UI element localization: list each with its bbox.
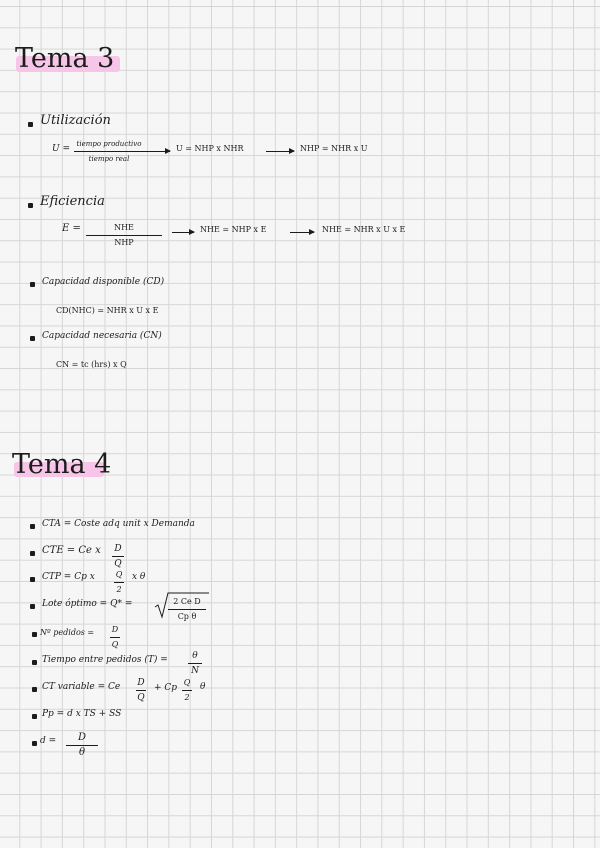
bullet bbox=[28, 203, 33, 208]
cte-fraction: D Q bbox=[112, 543, 124, 570]
pedidos-fraction: D Q bbox=[111, 625, 119, 649]
arrow bbox=[172, 232, 194, 233]
bullet bbox=[28, 122, 33, 127]
ctp-rhs: x θ bbox=[132, 572, 146, 582]
ctp-lhs: CTP = Cp x bbox=[42, 572, 95, 582]
utilizacion-heading: Utilización bbox=[40, 113, 111, 128]
eficiencia-heading: Eficiencia bbox=[40, 194, 105, 209]
bullet bbox=[32, 687, 37, 692]
eficiencia-formula-2: NHE = NHP x E bbox=[200, 225, 267, 234]
ctvar-fraction-1: D Q bbox=[137, 678, 145, 703]
capacidad-disponible-formula: CD(NHC) = NHR x U x E bbox=[56, 306, 159, 315]
tiempo-fraction: θ N bbox=[188, 650, 202, 677]
eficiencia-fraction bbox=[86, 222, 162, 249]
ctvar-rhs: θ bbox=[200, 682, 206, 692]
bullet bbox=[32, 632, 37, 637]
arrow bbox=[140, 151, 170, 152]
tema3-title: Tema 3 bbox=[15, 43, 115, 74]
eficiencia-num: NHE bbox=[114, 223, 134, 232]
utilizacion-formula-2: U = NHP x NHR bbox=[176, 144, 244, 153]
bullet bbox=[32, 714, 37, 719]
arrow bbox=[266, 151, 294, 152]
bullet bbox=[30, 524, 35, 529]
pedidos-lhs: Nº pedidos = bbox=[40, 628, 95, 637]
lote-fraction: 2 Ce D Cp θ bbox=[168, 596, 206, 623]
ctp-fraction: Q 2 bbox=[115, 570, 123, 594]
pp-formula: Pp = d x TS + SS bbox=[42, 709, 122, 719]
bullet bbox=[30, 604, 35, 609]
capacidad-necesaria-heading: Capacidad necesaria (CN) bbox=[42, 331, 162, 341]
cte-lhs: CTE = Ce x bbox=[42, 545, 101, 556]
utilizacion-num: tiempo productivo bbox=[76, 140, 142, 148]
ctvar-mid: + Cp bbox=[154, 683, 178, 693]
bullet bbox=[30, 282, 35, 287]
utilizacion-formula-3: NHP = NHR x U bbox=[300, 144, 368, 153]
arrow bbox=[290, 232, 314, 233]
bullet bbox=[30, 336, 35, 341]
utilizacion-fraction bbox=[74, 138, 144, 165]
utilizacion-den: tiempo real bbox=[88, 155, 130, 163]
eficiencia-lhs: E = bbox=[62, 223, 81, 234]
bullet bbox=[32, 660, 37, 665]
d-fraction: D θ bbox=[66, 732, 98, 759]
d-lhs: d = bbox=[40, 736, 57, 746]
tema4-title: Tema 4 bbox=[12, 449, 112, 480]
eficiencia-formula-3: NHE = NHR x U x E bbox=[322, 225, 406, 234]
bullet bbox=[30, 577, 35, 582]
eficiencia-den: NHP bbox=[114, 238, 134, 247]
bullet bbox=[32, 741, 37, 746]
bullet bbox=[30, 551, 35, 556]
capacidad-disponible-heading: Capacidad disponible (CD) bbox=[42, 277, 165, 287]
lote-lhs: Lote óptimo = Q* = bbox=[42, 599, 133, 609]
cta-formula: CTA = Coste adq unit x Demanda bbox=[42, 519, 195, 529]
ctvar-fraction-2: Q 2 bbox=[183, 678, 191, 702]
ctvar-lhs: CT variable = Ce bbox=[42, 682, 121, 692]
utilizacion-lhs: U = bbox=[52, 144, 70, 154]
tiempo-lhs: Tiempo entre pedidos (T) = bbox=[42, 655, 168, 665]
capacidad-necesaria-formula: CN = tc (hrs) x Q bbox=[56, 360, 127, 369]
